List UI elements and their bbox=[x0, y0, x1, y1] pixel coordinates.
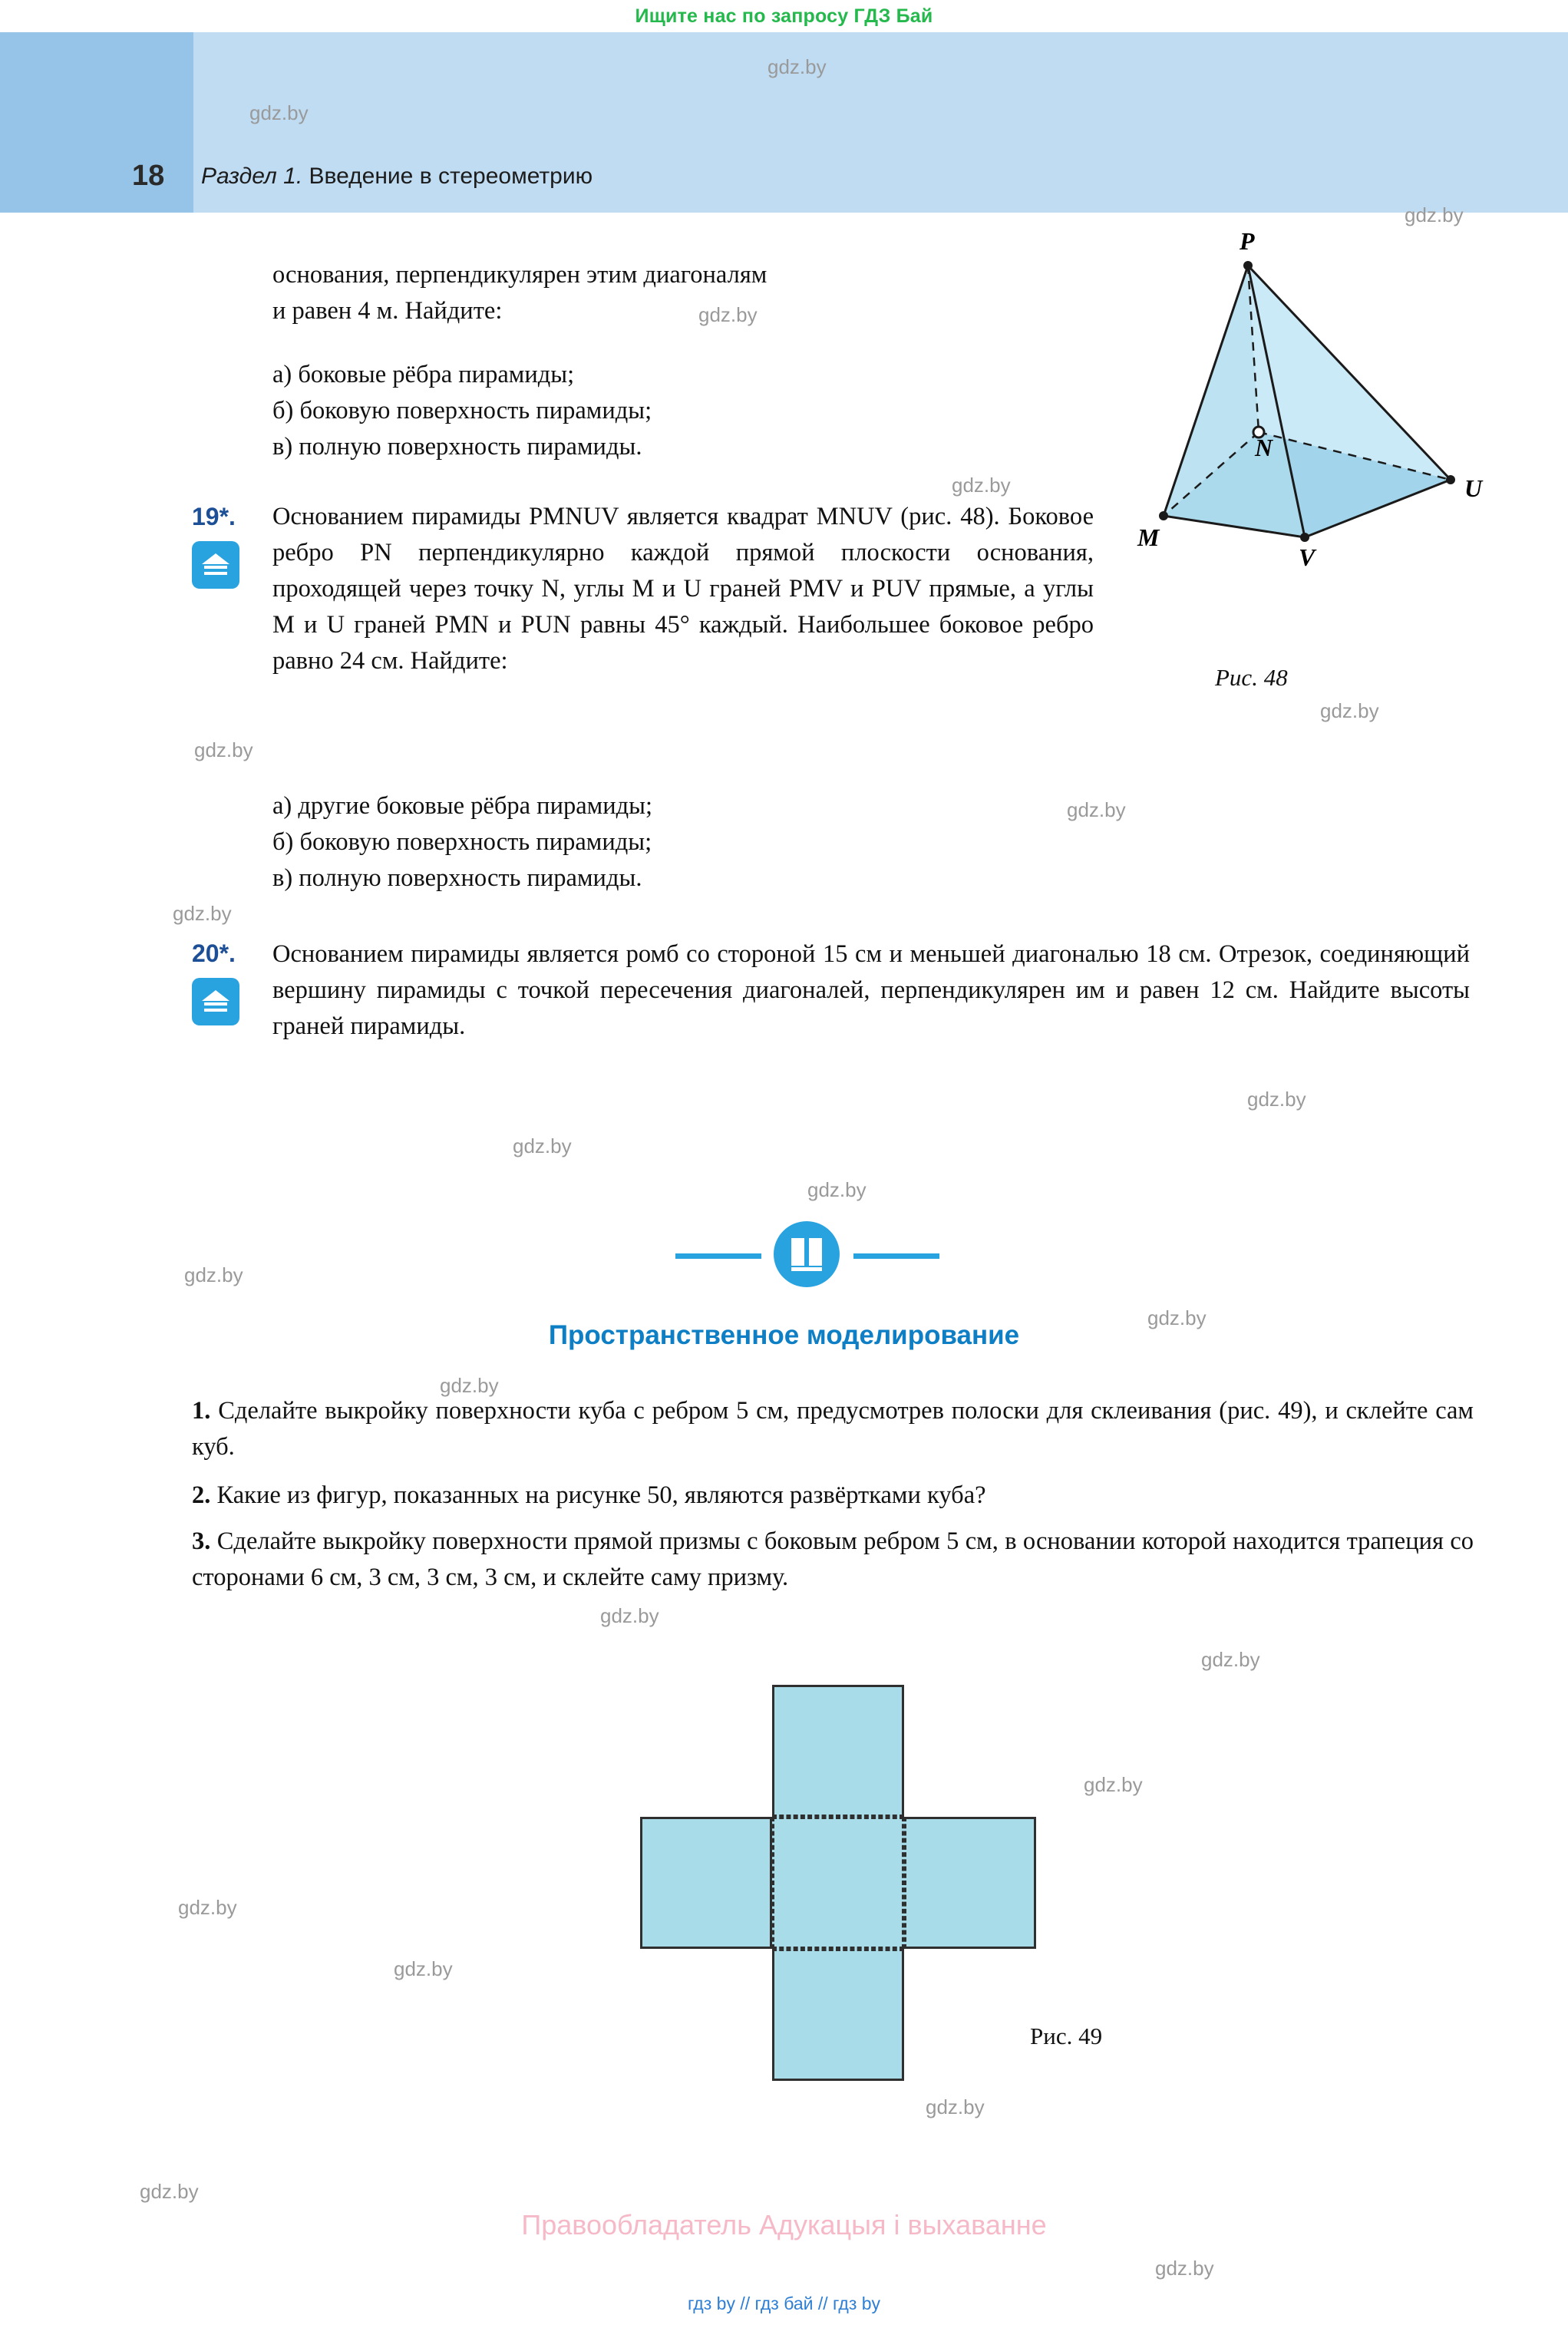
watermark-9: gdz.by bbox=[1247, 1088, 1306, 1111]
book-line-icon-2 bbox=[204, 572, 227, 575]
section-heading: Пространственное моделирование bbox=[548, 1320, 1020, 1350]
net-cell-top bbox=[772, 1685, 904, 1817]
modeling-item-2-text: Какие из фигур, показанных на рисунке 50, являются развёртками куба? bbox=[216, 1481, 986, 1509]
modeling-item-1-text: Сделайте выкройку поверхности куба с ребром 5 см, предусмотрев полоски для склеивания (рис. 49), и склейте сам куб. bbox=[192, 1397, 1474, 1461]
book-page-left-icon bbox=[791, 1238, 804, 1266]
watermark-18: gdz.by bbox=[178, 1896, 237, 1919]
header-section-prefix: Раздел 1. bbox=[201, 163, 303, 189]
watermark-7: gdz.by bbox=[1067, 798, 1126, 821]
watermark-16: gdz.by bbox=[1201, 1648, 1260, 1671]
book-line-icon-3 bbox=[204, 1002, 227, 1006]
footer-links[interactable]: гдз by // гдз бай // гдз by bbox=[687, 2293, 881, 2313]
modeling-item-3-number: 3. bbox=[192, 1527, 211, 1555]
watermark-4: gdz.by bbox=[952, 474, 1011, 497]
watermark-14: gdz.by bbox=[440, 1374, 499, 1397]
net-cell-bottom bbox=[772, 1949, 904, 2081]
book-triangle-icon-2 bbox=[202, 990, 229, 1001]
intro-item-a: а) боковые рёбра пирамиды; bbox=[272, 361, 575, 388]
watermark-15: gdz.by bbox=[600, 1604, 659, 1627]
promo-banner: Ищите нас по запросу ГДЗ Бай bbox=[635, 5, 933, 27]
figure-48-label-N: N bbox=[1255, 434, 1273, 461]
intro-line-1: основания, перпендикулярен этим диагоналям bbox=[272, 261, 767, 289]
watermark-2: gdz.by bbox=[1405, 203, 1464, 226]
divider-bar-right bbox=[853, 1253, 939, 1259]
watermark-21: gdz.by bbox=[140, 2180, 199, 2203]
book-triangle-icon bbox=[202, 553, 229, 564]
modeling-item-3-text: Сделайте выкройку поверхности прямой призмы с боковым ребром 5 см, в основании которой находится трапеция со сторонами 6 см, 3 см, 3 см, 3 см, и склейте саму призму. bbox=[192, 1527, 1474, 1591]
net-cell-right bbox=[904, 1817, 1036, 1949]
book-icon-3 bbox=[791, 1238, 822, 1270]
figure-48 bbox=[1074, 227, 1535, 629]
book-line-icon-1 bbox=[204, 566, 227, 569]
intro-item-b: б) боковую поверхность пирамиды; bbox=[272, 397, 652, 424]
watermark-6: gdz.by bbox=[1320, 699, 1379, 722]
net-cell-center bbox=[772, 1817, 904, 1949]
task-19-item-a: а) другие боковые рёбра пирамиды; bbox=[272, 792, 652, 820]
header-section-title bbox=[201, 163, 593, 190]
watermark-8: gdz.by bbox=[173, 902, 232, 925]
task-19-text: Основанием пирамиды PMNUV является квадрат MNUV (рис. 48). Боковое ребро PN перпендикулярно каждой прямой плоскости основания, проходящей через точку N, углы M и U граней PMV и PUV прямые, а углы M и U граней PMN и PUN равны 45° каждый. Наибольшее боковое ребро равно 24 см. Найдите: bbox=[272, 503, 1094, 675]
divider-book-badge bbox=[774, 1221, 840, 1287]
watermark-3: gdz.by bbox=[698, 303, 758, 326]
task-20-number: 20*. bbox=[192, 939, 236, 967]
copyright-notice: Правообладатель Адукацыя і выхаванне bbox=[521, 2209, 1047, 2241]
modeling-item-1 bbox=[192, 1393, 1474, 1465]
figure-49-caption: Рис. 49 bbox=[1030, 2023, 1103, 2049]
figure-48-caption: Рис. 48 bbox=[1215, 664, 1288, 691]
modeling-item-1-number: 1. bbox=[192, 1397, 211, 1425]
book-icon bbox=[202, 553, 229, 576]
modeling-item-3 bbox=[192, 1524, 1474, 1596]
modeling-item-2 bbox=[192, 1478, 1474, 1514]
watermark-13: gdz.by bbox=[1147, 1306, 1207, 1329]
task-19-item-v: в) полную поверхность пирамиды. bbox=[272, 864, 642, 892]
watermark-11: gdz.by bbox=[807, 1178, 867, 1201]
task-19-item-b: б) боковую поверхность пирамиды; bbox=[272, 828, 652, 856]
figure-48-label-P: P bbox=[1240, 227, 1255, 255]
figure-48-label-V: V bbox=[1299, 543, 1315, 571]
intro-item-v: в) полную поверхность пирамиды. bbox=[272, 433, 642, 461]
net-cell-left bbox=[640, 1817, 772, 1949]
watermark-19: gdz.by bbox=[394, 1957, 453, 1980]
page-number: 18 bbox=[132, 160, 165, 192]
book-badge-19 bbox=[192, 541, 239, 589]
watermark-0: gdz.by bbox=[767, 55, 827, 78]
figure-48-label-M: M bbox=[1137, 523, 1160, 551]
task-19-number: 19*. bbox=[192, 503, 236, 530]
watermark-22: gdz.by bbox=[1155, 2257, 1214, 2280]
book-badge-20 bbox=[192, 978, 239, 1025]
intro-line-2: и равен 4 м. Найдите: bbox=[272, 297, 503, 325]
divider-bar-left bbox=[675, 1253, 761, 1259]
watermark-12: gdz.by bbox=[184, 1263, 243, 1286]
figure-48-label-U: U bbox=[1464, 474, 1483, 502]
book-base-icon bbox=[791, 1267, 822, 1271]
book-page-right-icon bbox=[809, 1238, 822, 1266]
watermark-20: gdz.by bbox=[926, 2095, 985, 2118]
task-20-text: Основанием пирамиды является ромб со стороной 15 см и меньшей диагональю 18 см. Отрезок, соединяющий вершину пирамиды с точкой пересечения диагоналей, перпендикулярен им и равен 12 см. Найдите высоты граней пирамиды. bbox=[272, 940, 1470, 1040]
watermark-1: gdz.by bbox=[249, 101, 309, 124]
watermark-17: gdz.by bbox=[1084, 1773, 1143, 1796]
section-divider bbox=[0, 1220, 1568, 1290]
watermark-5: gdz.by bbox=[194, 738, 253, 761]
header-section-name: Введение в стереометрию bbox=[309, 163, 593, 189]
book-icon-2 bbox=[202, 990, 229, 1013]
watermark-10: gdz.by bbox=[513, 1134, 572, 1157]
book-line-icon-4 bbox=[204, 1009, 227, 1012]
modeling-item-2-number: 2. bbox=[192, 1481, 211, 1509]
